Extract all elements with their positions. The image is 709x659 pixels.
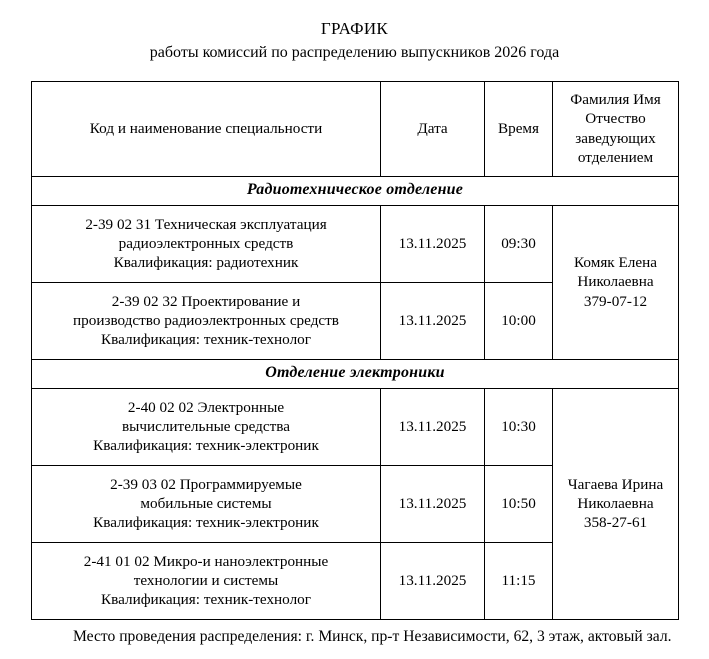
specialty-cell bbox=[32, 542, 381, 619]
page-title: ГРАФИК bbox=[320, 19, 389, 38]
column-header-time: Время bbox=[485, 81, 553, 176]
title-block bbox=[0, 0, 709, 64]
table-header-row bbox=[32, 81, 679, 176]
specialty-line-1: 2-41 01 02 Микро-и наноэлектронные bbox=[83, 552, 329, 570]
time-cell: 10:30 bbox=[485, 388, 553, 465]
head-name-line-2: Николаевна bbox=[577, 273, 654, 291]
specialty-line-1: 2-39 03 02 Программируемые bbox=[110, 475, 302, 493]
head-of-department-cell bbox=[553, 205, 679, 359]
section-header-row bbox=[32, 176, 679, 205]
schedule-table bbox=[31, 81, 679, 620]
column-header-head-of-department: Фамилия Имя Отчество заведующих отделением bbox=[553, 81, 679, 176]
page-subtitle: работы комиссий по распределению выпускников 2026 года bbox=[149, 43, 560, 61]
date-cell: 13.11.2025 bbox=[381, 282, 485, 359]
specialty-line-2: вычислительные средства bbox=[121, 417, 291, 435]
table-row bbox=[32, 388, 679, 465]
specialty-line-1: 2-39 02 31 Техническая эксплуатация bbox=[85, 215, 327, 233]
specialty-qualification: Квалификация: техник-технолог bbox=[101, 591, 311, 609]
specialty-line-1: 2-40 02 02 Электронные bbox=[127, 398, 285, 416]
specialty-line-2: мобильные системы bbox=[140, 494, 272, 512]
time-cell: 10:50 bbox=[485, 465, 553, 542]
specialty-line-2: производство радиоэлектронных средств bbox=[73, 311, 339, 329]
date-cell: 13.11.2025 bbox=[381, 542, 485, 619]
specialty-qualification: Квалификация: техник-электроник bbox=[93, 437, 319, 455]
specialty-cell bbox=[32, 465, 381, 542]
head-name-line-2: Николаевна bbox=[577, 494, 654, 512]
date-cell: 13.11.2025 bbox=[381, 465, 485, 542]
specialty-qualification: Квалификация: радиотехник bbox=[113, 254, 299, 272]
time-cell: 11:15 bbox=[485, 542, 553, 619]
time-cell: 09:30 bbox=[485, 205, 553, 282]
table-row bbox=[32, 205, 679, 282]
time-cell: 10:00 bbox=[485, 282, 553, 359]
table-body bbox=[32, 176, 679, 619]
schedule-table-wrapper bbox=[31, 81, 678, 620]
date-cell: 13.11.2025 bbox=[381, 388, 485, 465]
specialty-cell bbox=[32, 205, 381, 282]
head-name-line-1: Комяк Елена bbox=[574, 254, 657, 272]
column-header-date: Дата bbox=[381, 81, 485, 176]
head-of-department-cell bbox=[553, 388, 679, 619]
section-title-radio: Радиотехническое отделение bbox=[32, 176, 679, 205]
section-title-electronics: Отделение электроники bbox=[32, 359, 679, 388]
specialty-line-1: 2-39 02 32 Проектирование и bbox=[111, 292, 301, 310]
specialty-line-2: технологии и системы bbox=[133, 571, 279, 589]
section-header-row bbox=[32, 359, 679, 388]
head-phone: 358-27-61 bbox=[583, 514, 648, 532]
table-header bbox=[32, 81, 679, 176]
specialty-cell bbox=[32, 388, 381, 465]
specialty-cell bbox=[32, 282, 381, 359]
head-phone: 379-07-12 bbox=[583, 292, 648, 310]
specialty-qualification: Квалификация: техник-технолог bbox=[101, 331, 311, 349]
head-name-line-1: Чагаева Ирина bbox=[567, 475, 664, 493]
venue-note: Место проведения распределения: г. Минск, пр-т Независимости, 62, 3 этаж, актовый зал. bbox=[73, 627, 672, 645]
specialty-qualification: Квалификация: техник-электроник bbox=[93, 514, 319, 532]
column-header-specialty: Код и наименование специальности bbox=[32, 81, 381, 176]
date-cell: 13.11.2025 bbox=[381, 205, 485, 282]
specialty-line-2: радиоэлектронных средств bbox=[118, 234, 294, 252]
